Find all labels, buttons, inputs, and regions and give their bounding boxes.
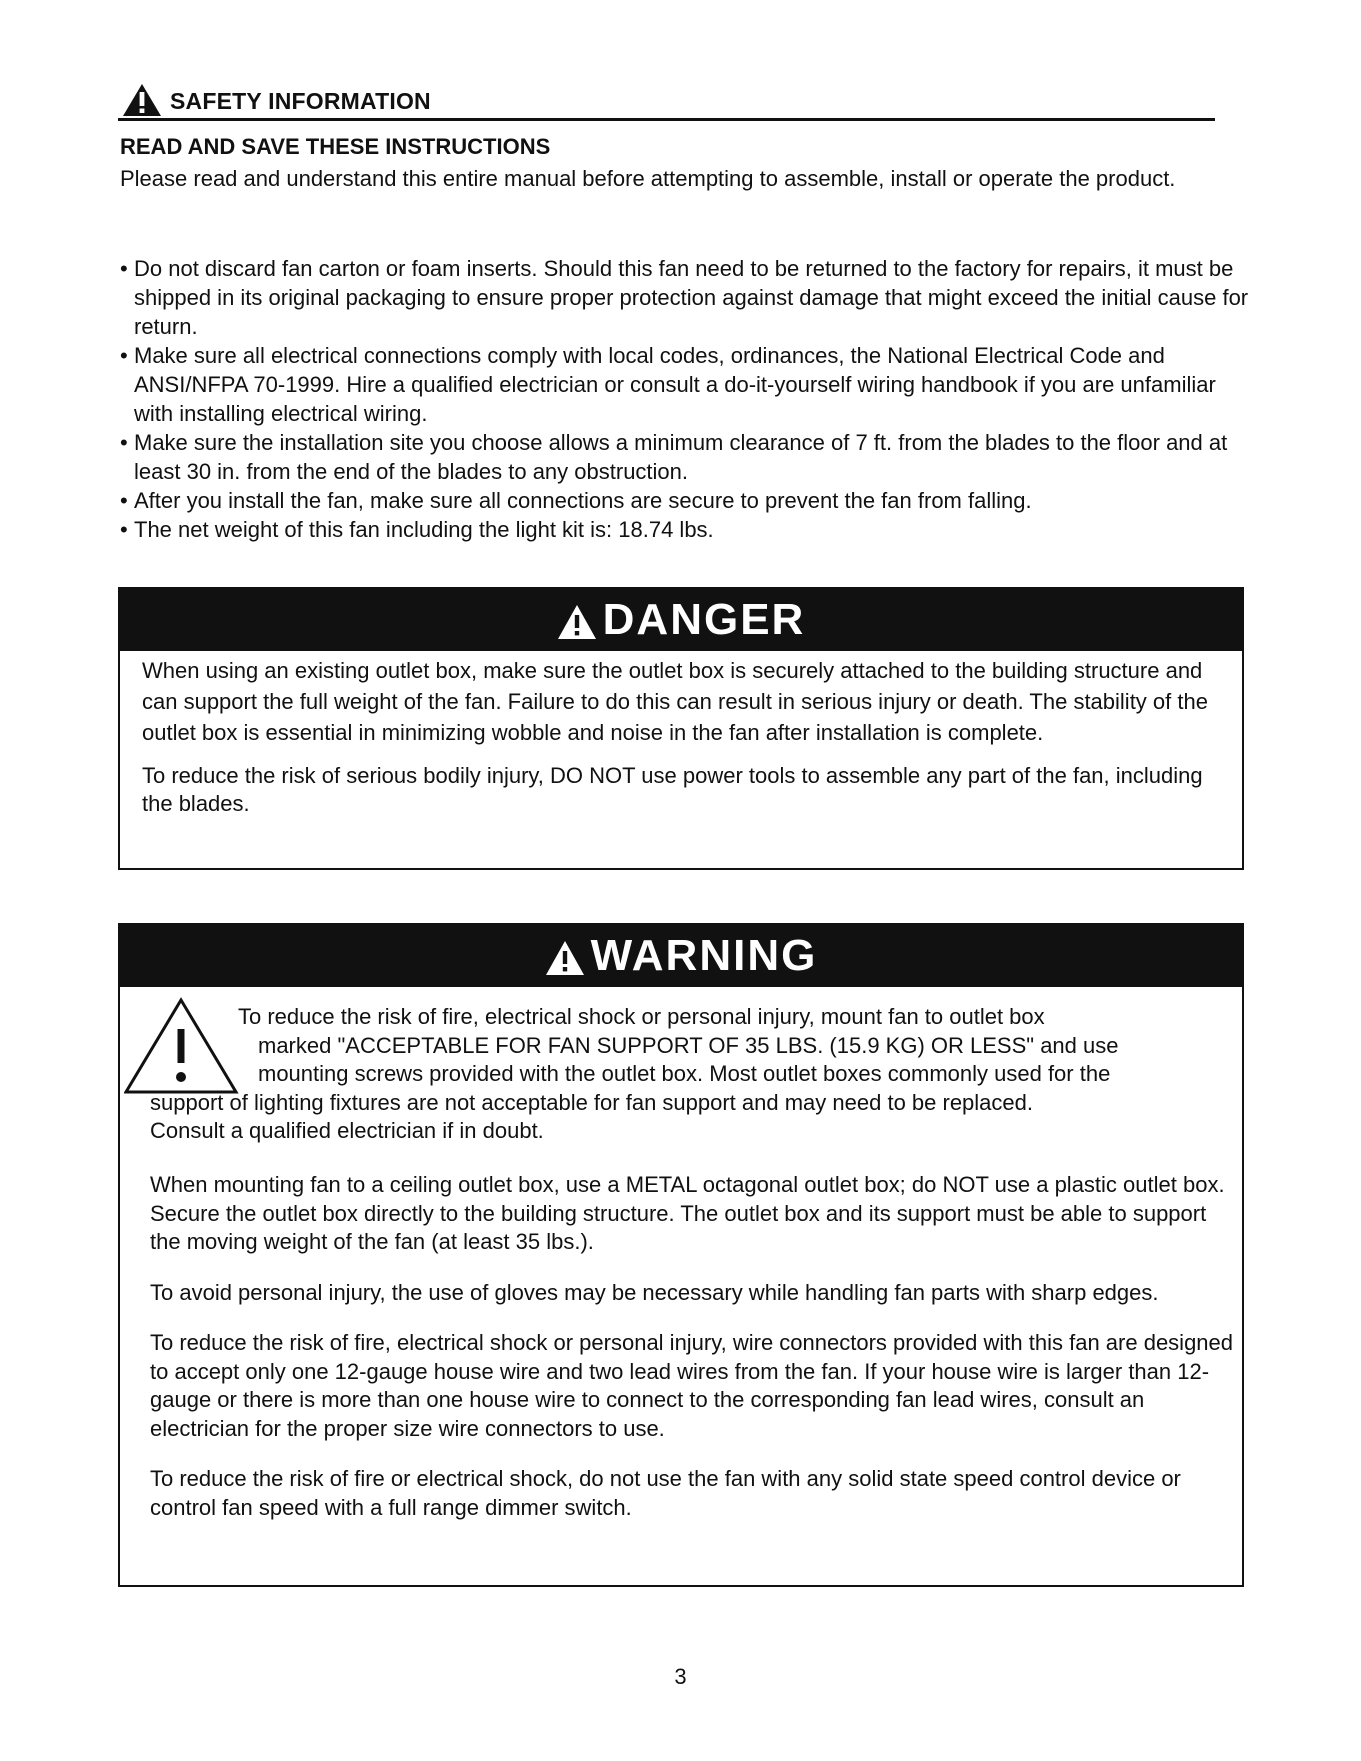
- safety-bullet-list: [120, 254, 1250, 544]
- warning-first-paragraph: [150, 1003, 1240, 1146]
- list-item: • Do not discard fan carton or foam inserts. Should this fan need to be returned to the factory for repairs, it must be shipped in its original packaging to ensure proper protection against damage that might exceed the initial cause for return.: [120, 254, 1250, 341]
- list-item: • After you install the fan, make sure all connections are secure to prevent the fan from falling.: [120, 486, 1250, 515]
- intro-paragraph: Please read and understand this entire manual before attempting to assemble, install or operate the product.: [120, 166, 1176, 191]
- warning-label: WARNING: [590, 931, 818, 980]
- warning-line: mounting screws provided with the outlet box. Most outlet boxes commonly used for the: [258, 1061, 1111, 1086]
- danger-paragraph: When using an existing outlet box, make sure the outlet box is securely attached to the building structure and can support the full weight of the fan. Failure to do this can result in serious injury or death. The stability of the outlet box is essential in minimizing wobble and noise in the fan after installation is complete.: [142, 658, 1208, 745]
- page-number: 3: [674, 1664, 687, 1689]
- section-header: [118, 82, 1215, 121]
- warning-paragraph: To avoid personal injury, the use of gloves may be necessary while handling fan parts with sharp edges.: [150, 1279, 1159, 1305]
- warning-line: To reduce the risk of fire, electrical shock or personal injury, mount fan to outlet box: [238, 1004, 1045, 1029]
- danger-label: DANGER: [602, 595, 806, 644]
- warning-triangle-icon: [122, 83, 162, 117]
- warning-box: [118, 923, 1244, 1587]
- warning-triangle-icon: [545, 939, 585, 977]
- list-item: • Make sure all electrical connections comply with local codes, ordinances, the National Electrical Code and ANSI/NFPA 70-1999. Hire a qualified electrician or consult a do-it-yourself wiring handbook if you are unfamiliar with installing electrical wiring.: [120, 341, 1250, 428]
- warning-body: [150, 1171, 1240, 1544]
- warning-line: marked "ACCEPTABLE FOR FAN SUPPORT OF 35 LBS. (15.9 KG) OR LESS" and use: [258, 1032, 1119, 1058]
- warning-triangle-icon: [557, 603, 597, 641]
- warning-banner: [120, 925, 1242, 987]
- warning-line: Consult a qualified electrician if in doubt.: [150, 1118, 544, 1143]
- section-title: SAFETY INFORMATION: [170, 88, 431, 114]
- warning-paragraph: To reduce the risk of fire, electrical shock or personal injury, wire connectors provided with this fan are designed to accept only one 12-gauge house wire and two lead wires from the fan. If your house wire is larger than 12-gauge or there is more than one house wire to connect to the corresponding fan lead wires, consult an electrician for the proper size wire connectors to use.: [150, 1330, 1234, 1441]
- warning-paragraph: When mounting fan to a ceiling outlet box, use a METAL octagonal outlet box; do NOT use a plastic outlet box. Secure the outlet box directly to the building structure. The outlet box and its support must be able to support the moving weight of the fan (at least 35 lbs.).: [150, 1172, 1225, 1254]
- danger-box: [118, 587, 1244, 870]
- danger-body: [142, 655, 1232, 818]
- list-item: • The net weight of this fan including the light kit is: 18.74 lbs.: [120, 515, 1250, 544]
- danger-banner: [120, 589, 1242, 651]
- list-item: • Make sure the installation site you choose allows a minimum clearance of 7 ft. from the blades to the floor and at least 30 in. from the end of the blades to any obstruction.: [120, 428, 1250, 486]
- instructions-heading: READ AND SAVE THESE INSTRUCTIONS: [120, 134, 551, 159]
- warning-paragraph: To reduce the risk of fire or electrical shock, do not use the fan with any solid state speed control device or control fan speed with a full range dimmer switch.: [150, 1466, 1181, 1520]
- warning-line: support of lighting fixtures are not acceptable for fan support and may need to be replaced.: [150, 1089, 1033, 1115]
- danger-paragraph: To reduce the risk of serious bodily injury, DO NOT use power tools to assemble any part of the fan, including the blades.: [142, 763, 1203, 816]
